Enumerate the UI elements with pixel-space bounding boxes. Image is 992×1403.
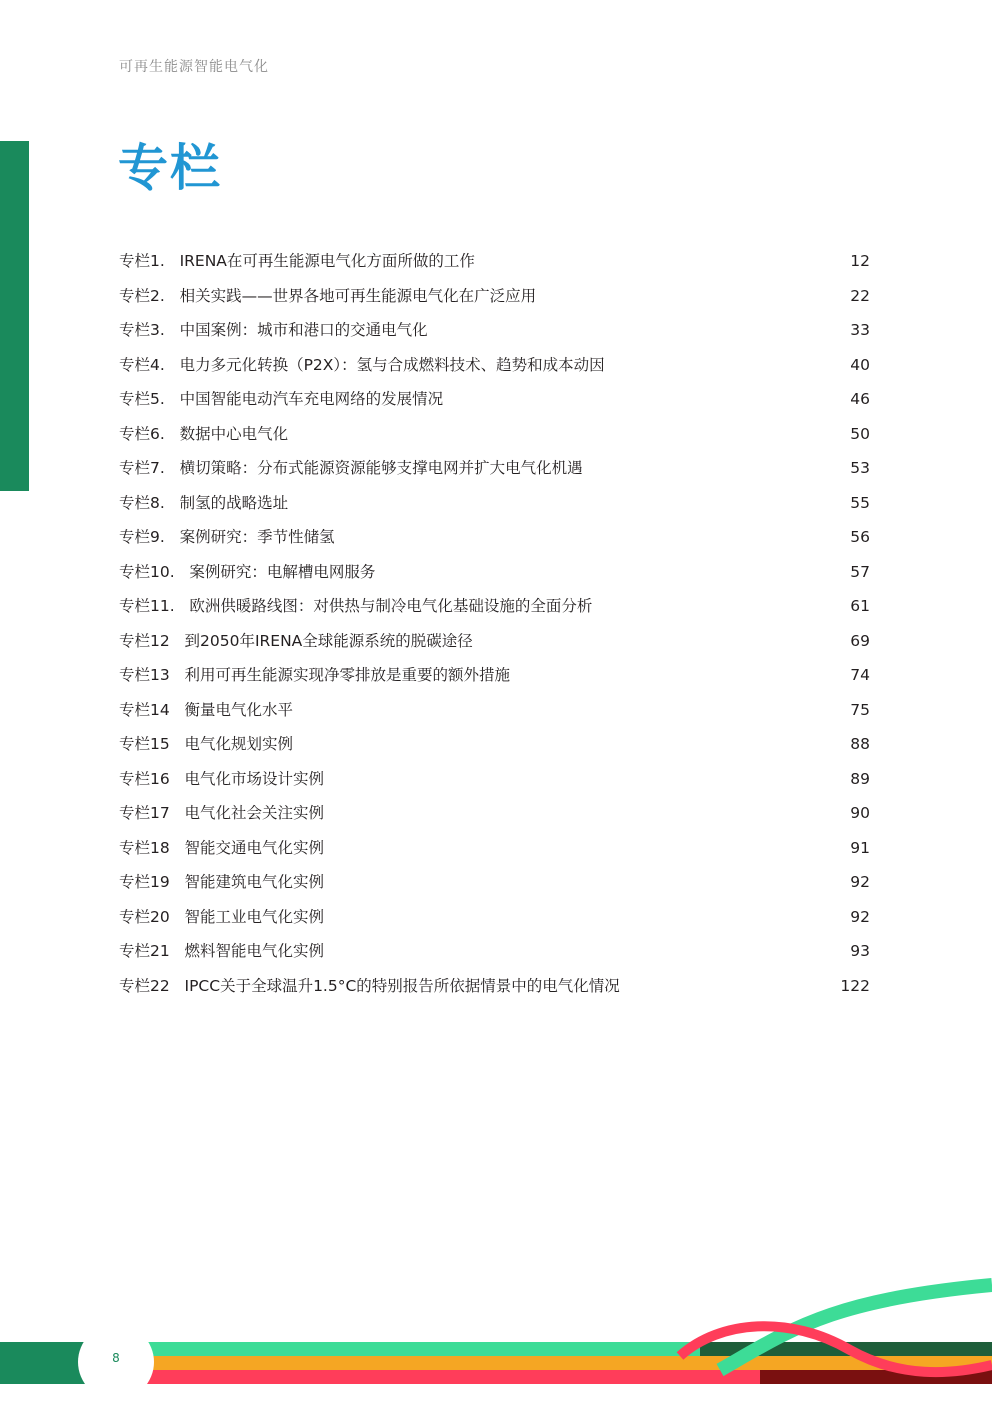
toc-entry[interactable] bbox=[119, 421, 870, 456]
toc-entry-label: 专栏10. 案例研究：电解槽电网服务 bbox=[119, 562, 376, 581]
toc-entry-page: 93 bbox=[850, 942, 870, 960]
toc-entry-label: 专栏13 利用可再生能源实现净零排放是重要的额外措施 bbox=[119, 666, 511, 684]
section-title: 专栏 bbox=[118, 139, 222, 197]
toc-entry-label: 专栏2. 相关实践——世界各地可再生能源电气化在广泛应用 bbox=[119, 286, 537, 305]
toc-entry-label: 专栏5. 中国智能电动汽车充电网络的发展情况 bbox=[119, 390, 444, 408]
toc-entry-page: 88 bbox=[850, 735, 870, 753]
toc-entry[interactable] bbox=[119, 835, 870, 870]
toc-entry-label: 专栏1. IRENA在可再生能源电气化方面所做的工作 bbox=[119, 252, 475, 270]
toc-entry[interactable] bbox=[119, 593, 870, 628]
toc-entry[interactable] bbox=[119, 869, 870, 904]
toc-entry-page: 12 bbox=[850, 252, 870, 270]
toc-entry-label: 专栏17 电气化社会关注实例 bbox=[119, 804, 325, 822]
toc-entry-label: 专栏9. 案例研究：季节性储氢 bbox=[119, 528, 335, 546]
toc-entry-label: 专栏19 智能建筑电气化实例 bbox=[119, 873, 325, 891]
toc-entry[interactable] bbox=[119, 697, 870, 732]
toc-entry-page: 55 bbox=[850, 493, 870, 512]
toc-entry-page: 69 bbox=[850, 631, 870, 650]
toc-entry[interactable] bbox=[119, 766, 870, 801]
toc-entry-page: 92 bbox=[850, 907, 870, 926]
toc-entry-label: 专栏11. 欧洲供暖路线图：对供热与制冷电气化基础设施的全面分析 bbox=[119, 597, 593, 615]
toc-entry-label: 专栏7. 横切策略：分布式能源资源能够支撑电网并扩大电气化机遇 bbox=[119, 459, 583, 477]
toc-entry-page: 75 bbox=[850, 700, 870, 719]
toc-entry-label: 专栏14 衡量电气化水平 bbox=[119, 700, 294, 719]
toc-entry-page: 46 bbox=[850, 390, 870, 408]
toc-entry-label: 专栏6. 数据中心电气化 bbox=[119, 424, 289, 443]
toc-entry-page: 56 bbox=[850, 528, 870, 546]
toc-entry-label: 专栏22 IPCC关于全球温升1.5°C的特别报告所依据情景中的电气化情况 bbox=[119, 976, 620, 995]
toc-entry[interactable] bbox=[119, 559, 870, 594]
toc-entry-label: 专栏12 到2050年IRENA全球能源系统的脱碳途径 bbox=[119, 631, 473, 650]
toc-entry[interactable] bbox=[119, 283, 870, 318]
toc-entry-label: 专栏20 智能工业电气化实例 bbox=[119, 907, 325, 926]
toc-entry[interactable] bbox=[119, 662, 870, 697]
running-header: 可再生能源智能电气化 bbox=[119, 59, 269, 75]
toc-entry-label: 专栏3. 中国案例：城市和港口的交通电气化 bbox=[119, 321, 428, 339]
toc-entry-label: 专栏8. 制氢的战略选址 bbox=[119, 493, 289, 512]
toc-entry[interactable] bbox=[119, 386, 870, 421]
toc-entry[interactable] bbox=[119, 317, 870, 352]
toc-entry[interactable] bbox=[119, 731, 870, 766]
toc-entry-page: 53 bbox=[850, 459, 870, 477]
toc-entry-page: 74 bbox=[850, 666, 870, 684]
toc-entry-label: 专栏18 智能交通电气化实例 bbox=[119, 838, 325, 857]
toc-entry[interactable] bbox=[119, 628, 870, 663]
toc-entry-page: 22 bbox=[850, 286, 870, 305]
toc-entry-page: 122 bbox=[840, 976, 870, 995]
table-of-contents bbox=[119, 248, 870, 1007]
toc-entry-page: 57 bbox=[850, 562, 870, 581]
toc-entry-label: 专栏4. 电力多元化转换（P2X）：氢与合成燃料技术、趋势和成本动因 bbox=[119, 355, 605, 374]
toc-entry-page: 50 bbox=[850, 424, 870, 443]
toc-entry-label: 专栏21 燃料智能电气化实例 bbox=[119, 942, 325, 960]
toc-entry-page: 33 bbox=[850, 321, 870, 339]
toc-entry[interactable] bbox=[119, 490, 870, 525]
toc-entry[interactable] bbox=[119, 524, 870, 559]
toc-entry-page: 40 bbox=[850, 355, 870, 374]
toc-entry-page: 61 bbox=[850, 597, 870, 615]
toc-entry-page: 89 bbox=[850, 769, 870, 788]
toc-entry-page: 90 bbox=[850, 804, 870, 822]
toc-entry[interactable] bbox=[119, 904, 870, 939]
toc-entry-page: 92 bbox=[850, 873, 870, 891]
toc-entry-label: 专栏16 电气化市场设计实例 bbox=[119, 769, 325, 788]
footer-decoration bbox=[0, 1270, 992, 1403]
side-accent-bar bbox=[0, 141, 29, 491]
toc-entry-page: 91 bbox=[850, 838, 870, 857]
toc-entry[interactable] bbox=[119, 973, 870, 1008]
toc-entry-label: 专栏15 电气化规划实例 bbox=[119, 735, 294, 753]
toc-entry[interactable] bbox=[119, 248, 870, 283]
toc-entry[interactable] bbox=[119, 938, 870, 973]
toc-entry[interactable] bbox=[119, 455, 870, 490]
toc-entry[interactable] bbox=[119, 352, 870, 387]
page-number: 8 bbox=[112, 1351, 120, 1365]
toc-entry[interactable] bbox=[119, 800, 870, 835]
